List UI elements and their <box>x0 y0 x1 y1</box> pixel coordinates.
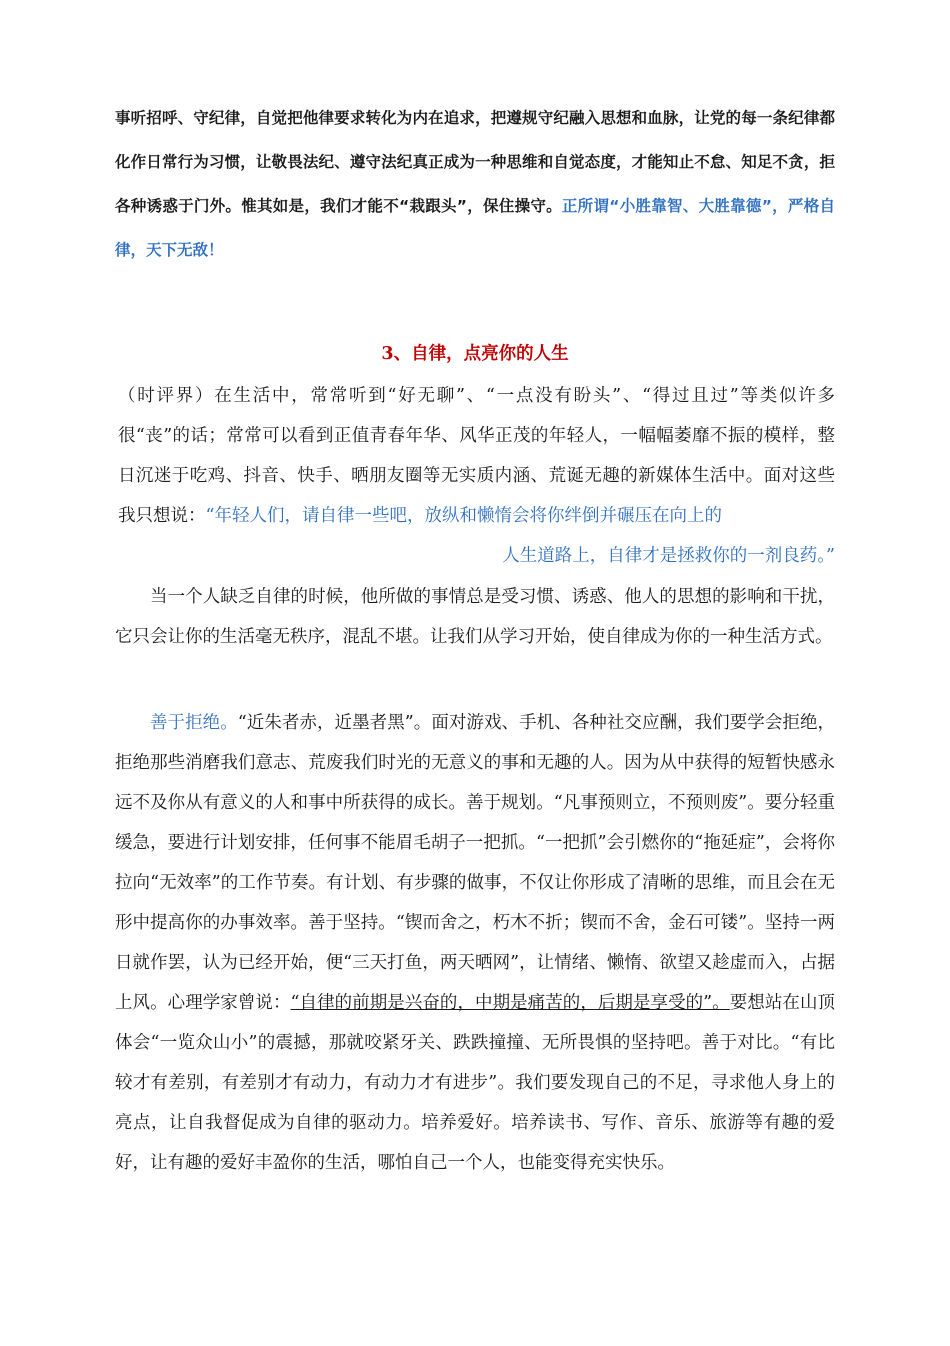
intro-paragraph <box>118 376 835 576</box>
paragraph-3-underlined-quote: “自律的前期是兴奋的，中期是痛苦的，后期是享受的”。 <box>290 993 730 1013</box>
paragraph-2: 当一个人缺乏自律的时候，他所做的事情总是受习惯、诱惑、他人的思想的影响和干扰，它只会让你的生活毫无秩序，混乱不堪。让我们从学习开始，使自律成为你的一种生活方式。 <box>115 587 835 647</box>
intro-quote-part2: 人生道路上，自律才是拯救你的一剂良药。” <box>502 546 835 566</box>
paragraph-3-text-before-quote: “近朱者赤，近墨者黑”。面对游戏、手机、各种社交应酬，我们要学会拒绝，拒绝那些消磨我们意志、荒废我们时光的无意义的事和无趣的人。因为从中获得的短暂快感永远不及你从有意义的人和事中所获得的成长。善于规划。“凡事预则立，不预则废”。要分轻重缓急，要进行计划安排，任何事不能眉毛胡子一把抓。“一把抓”会引燃你的“拖延症”，会将你拉向“无效率”的工作节奏。有计划、有步骤的做事，不仅让你形成了清晰的思维，而且会在无形中提高你的办事效率。善于坚持。“锲而舍之，朽木不折；锲而不舍，金石可镂”。坚持一两日就作罢，认为已经开始，便“三天打鱼，两天晒网”，让情绪、懒惰、欲望又趁虚而入，占据上风。心理学家曾说： <box>115 713 836 1013</box>
intro-paragraph-text: （时评界）在生活中，常常听到“好无聊”、“一点没有盼头”、“得过且过”等类似许多很“丧”的话；常常可以看到正值青春年华、风华正茂的年轻人，一幅幅萎靡不振的模样，整日沉迷于吃鸡、抖音、快手、晒朋友圈等无实质内涵、荒诞无趣的新媒体生活中。面对这些我只想说： <box>118 386 835 526</box>
top-paragraph-text: 事听招呼、守纪律，自觉把他律要求转化为内在追求，把遵规守纪融入思想和血脉，让党的每一条纪律都化作日常行为习惯，让敬畏法纪、遵守法纪真正成为一种思维和自觉态度，才能知止不怠、知足不贪，拒各种诱惑于门外。惟其如是，我们才能不“栽跟头”，保住操守。 <box>115 109 835 215</box>
paragraph-3-text-after-quote: 要想站在山顶体会“一览众山小”的震撼，那就咬紧牙关、跌跌撞撞、无所畏惧的坚持吧。善于对比。“有比较才有差别，有差别才有动力，有动力才有进步”。我们要发现自己的不足，寻求他人身上的亮点，让自我督促成为自律的驱动力。培养爱好。培养读书、写作、音乐、旅游等有趣的爱好，让有趣的爱好丰盈你的生活，哪怕自己一个人，也能变得充实快乐。 <box>115 993 835 1173</box>
paragraph-3-lead: 善于拒绝。 <box>150 713 238 733</box>
top-paragraph <box>115 96 835 272</box>
paragraph-3 <box>115 703 835 1183</box>
section-heading: 3、自律，点亮你的人生 <box>381 344 569 364</box>
intro-quote-part1: “年轻人们，请自律一些吧，放纵和懒惰会将你绊倒并碾压在向上的 <box>205 506 722 526</box>
top-paragraph-highlight: 正所谓“小胜靠智、大胜靠德”，严格自律，天下无敌！ <box>115 197 835 259</box>
